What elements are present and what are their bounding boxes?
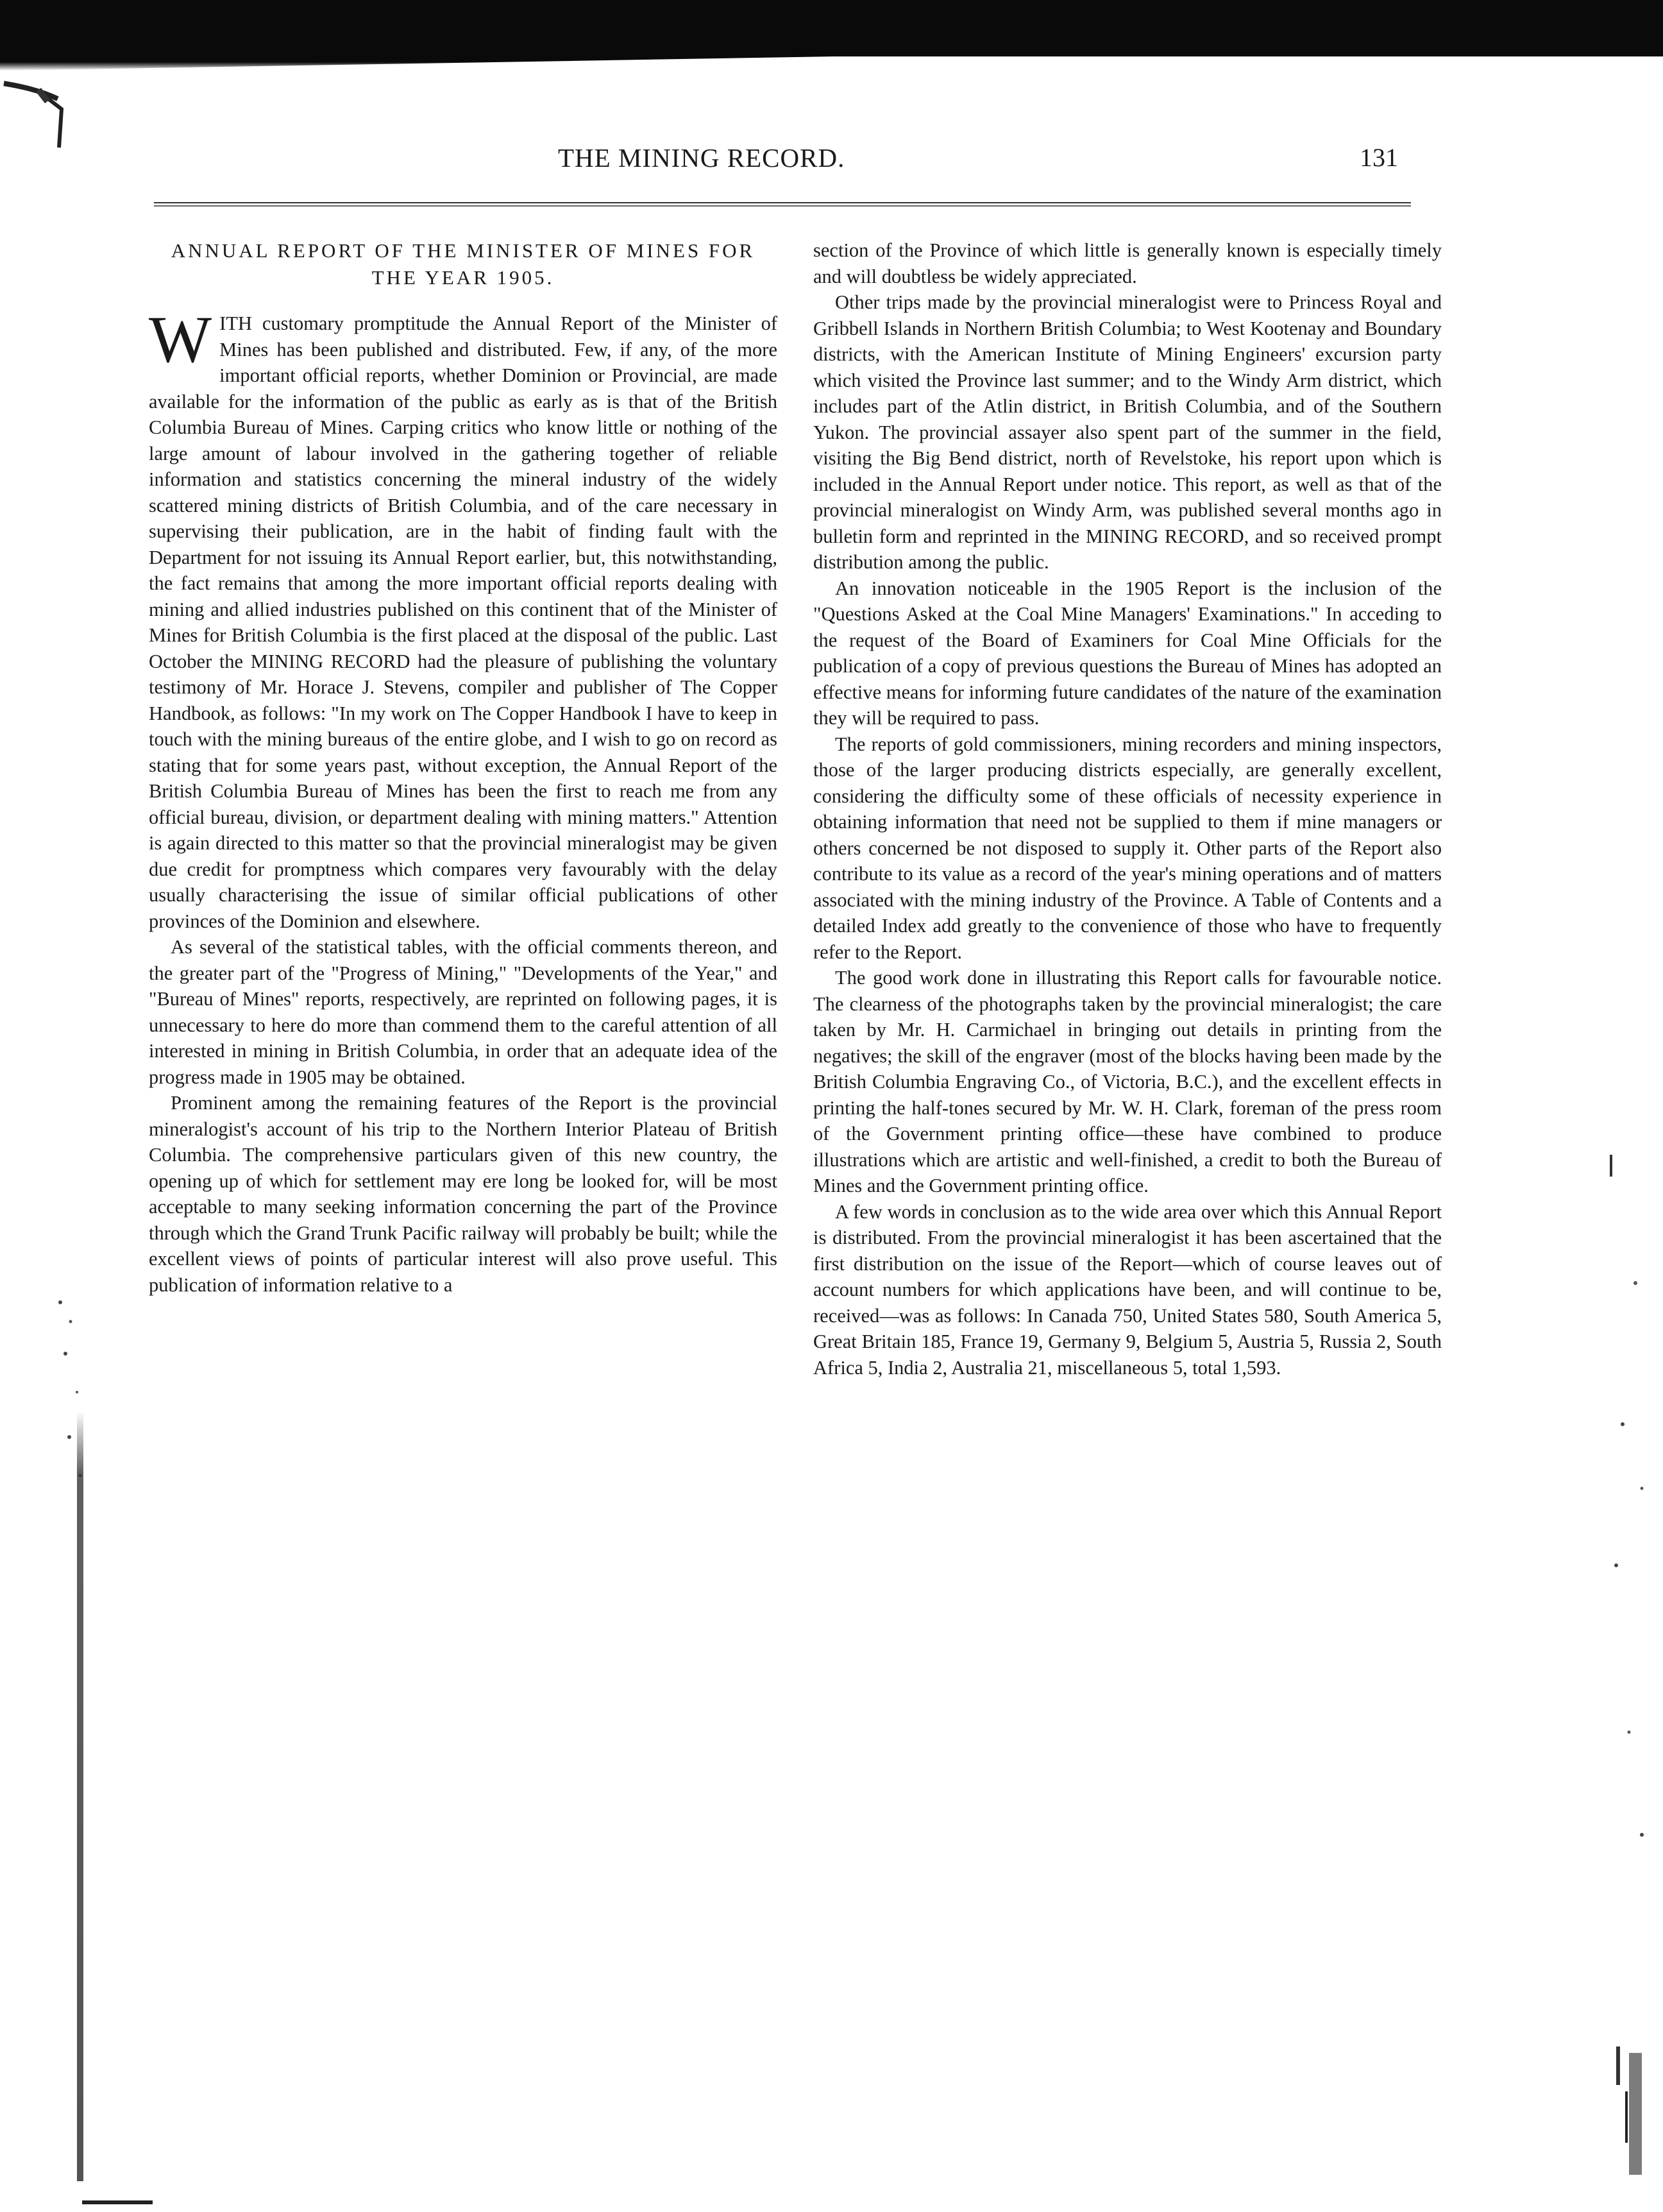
right-edge-specks [1597, 1155, 1655, 2181]
right-column [813, 237, 1442, 1381]
header-rule [154, 200, 1411, 208]
paragraph [149, 303, 777, 934]
page-number: 131 [1360, 143, 1398, 172]
paragraph-continued: section of the Province of which little is generally known is especially timely and will doubtless be widely appreciated. [813, 239, 1442, 287]
paragraph: The reports of gold commissioners, mining recorders and mining inspectors, those of the larger producing districts especially, are generally excellent, considering the difficulty some of these officials of necessity experience in obtaining information that need not be supplied to them if mine managers or others concerned be not disposed to supply it. Other parts of the Report also contribute to its value as a record of the year's mining operations and of matters associated with the mining industry of the Province. A Table of Contents and a detailed Index add greatly to the convenience of those who have to frequently refer to the Report. [813, 733, 1442, 963]
left-column [149, 237, 777, 1298]
scan-top-border [0, 0, 1663, 56]
running-title: THE MINING RECORD. [558, 143, 845, 173]
paragraph: Prominent among the remaining features of the Report is the provincial mineralogist's account of his trip to the Northern Interior Plateau of British Columbia. The comprehensive particulars given of this new country, the opening up of which for settlement may ere long be looked for, will be most acceptable to many seeking information concerning the part of the Province through which the Grand Trunk Pacific railway will probably be built; while the excellent views of points of particular interest will also prove useful. This publication of information relative to a [149, 1092, 777, 1296]
paragraph: A few words in conclusion as to the wide area over which this Annual Report is distributed. From the provincial mineralogist it has been ascertained that the first distribution on the issue of the Report—which of course leaves out of account numbers for which applications have been, and will continue to be, received—was as follows: In Canada 750, United States 580, South America 5, Great Britain 185, France 19, Germany 9, Belgium 5, Austria 5, Russia 2, South Africa 5, India 2, Australia 21, miscellaneous 5, total 1,593. [813, 1200, 1442, 1379]
left-binding-edge [77, 1411, 83, 2181]
paragraph-text: ITH customary promptitude the Annual Report of the Minister of Mines has been published and distributed. Few, if any, of the more important official reports, whether Dominion or Provincial, are made available for the information of the public as early as is that of the British Columbia Bureau of Mines. Carping critics who know little or nothing of the large amount of labour involved in the gathering together of reliable information and statistics concerning the mineral industry of the widely scattered mining districts of British Columbia, and of the care necessary in supervising their publication, are in the habit of finding fault with the Department for not issuing its Annual Report earlier, but, this notwithstanding, the fact remains that among the more important official reports dealing with mining and allied industries published on this continent that of the Minister of Mines for British Columbia is the first placed at the disposal of the public. Last October the MINING RECORD had the pleasure of publishing the voluntary testimony of Mr. Horace J. Stevens, compiler and publisher of The Copper Handbook, as follows: "In my work on The Copper Handbook I have to keep in touch with the mining bureaus of the entire globe, and I wish to go on record as stating that for some years past, without exception, the Annual Report of the British Columbia Bureau of Mines has been the first to reach me from any official bureau, division, or department dealing with mining matters." Attention is again directed to this matter so that the provincial mineralogist may be given due credit for promptness which compares very favourably with the delay usually characterising the issue of similar official publications of other provinces of the Dominion and elsewhere. [149, 312, 777, 932]
left-edge-specks [51, 1296, 90, 1488]
paragraph: The good work done in illustrating this Report calls for favourable notice. The clearness of the photographs taken by the provincial mineralogist; the care taken by Mr. H. Carmichael in bringing out details in printing from the negatives; the skill of the engraver (most of the blocks having been made by the British Columbia Engraving Co., of Victoria, B.C.), and the excellent effects in printing the half-tones secured by Mr. W. H. Clark, foreman of the press room of the Government printing office—these have combined to produce illustrations which are artistic and well-finished, a credit to both the Bureau of Mines and the Government printing office. [813, 967, 1442, 1196]
drop-cap: W [149, 303, 212, 377]
paragraph: Other trips made by the provincial mineralogist were to Princess Royal and Gribbell Islands in Northern British Columbia; to West Kootenay and Boundary districts, with the American Institute of Mining Engineers' excursion party which visited the Province last summer; and to the Windy Arm district, which includes part of the Atlin district, in British Columbia, and of the Southern Yukon. The provincial assayer also spent part of the summer in the field, visiting the Big Bend district, north of Revelstoke, his report upon which is included in the Annual Report under notice. This report, as well as that of the provincial mineralogist on Windy Arm, was published several months ago in bulletin form and reprinted in the MINING RECORD, and so received prompt distribution among the public. [813, 291, 1442, 573]
scan-top-border-taper [0, 56, 834, 71]
article-title: ANNUAL REPORT OF THE MINISTER OF MINES FOR THE YEAR 1905. [171, 239, 756, 289]
bottom-edge-mark [82, 2200, 153, 2204]
running-head [0, 142, 1663, 181]
paragraph: As several of the statistical tables, with the official comments thereon, and the greater part of the "Progress of Mining," "Developments of the Year," and "Bureau of Mines" reports, respectively, are reprinted on following pages, it is unnecessary to here do more than commend them to the careful attention of all interested in mining in British Columbia, in order that an adequate idea of the progress made in 1905 may be obtained. [149, 936, 777, 1088]
paragraph: An innovation noticeable in the 1905 Report is the inclusion of the "Questions Asked at the Coal Mine Managers' Examinations." In acceding to the request of the Board of Examiners for Coal Mine Officials for the publication of a copy of previous questions the Bureau of Mines has adopted an effective means for informing future candidates of the nature of the examination they will be required to pass. [813, 577, 1442, 729]
